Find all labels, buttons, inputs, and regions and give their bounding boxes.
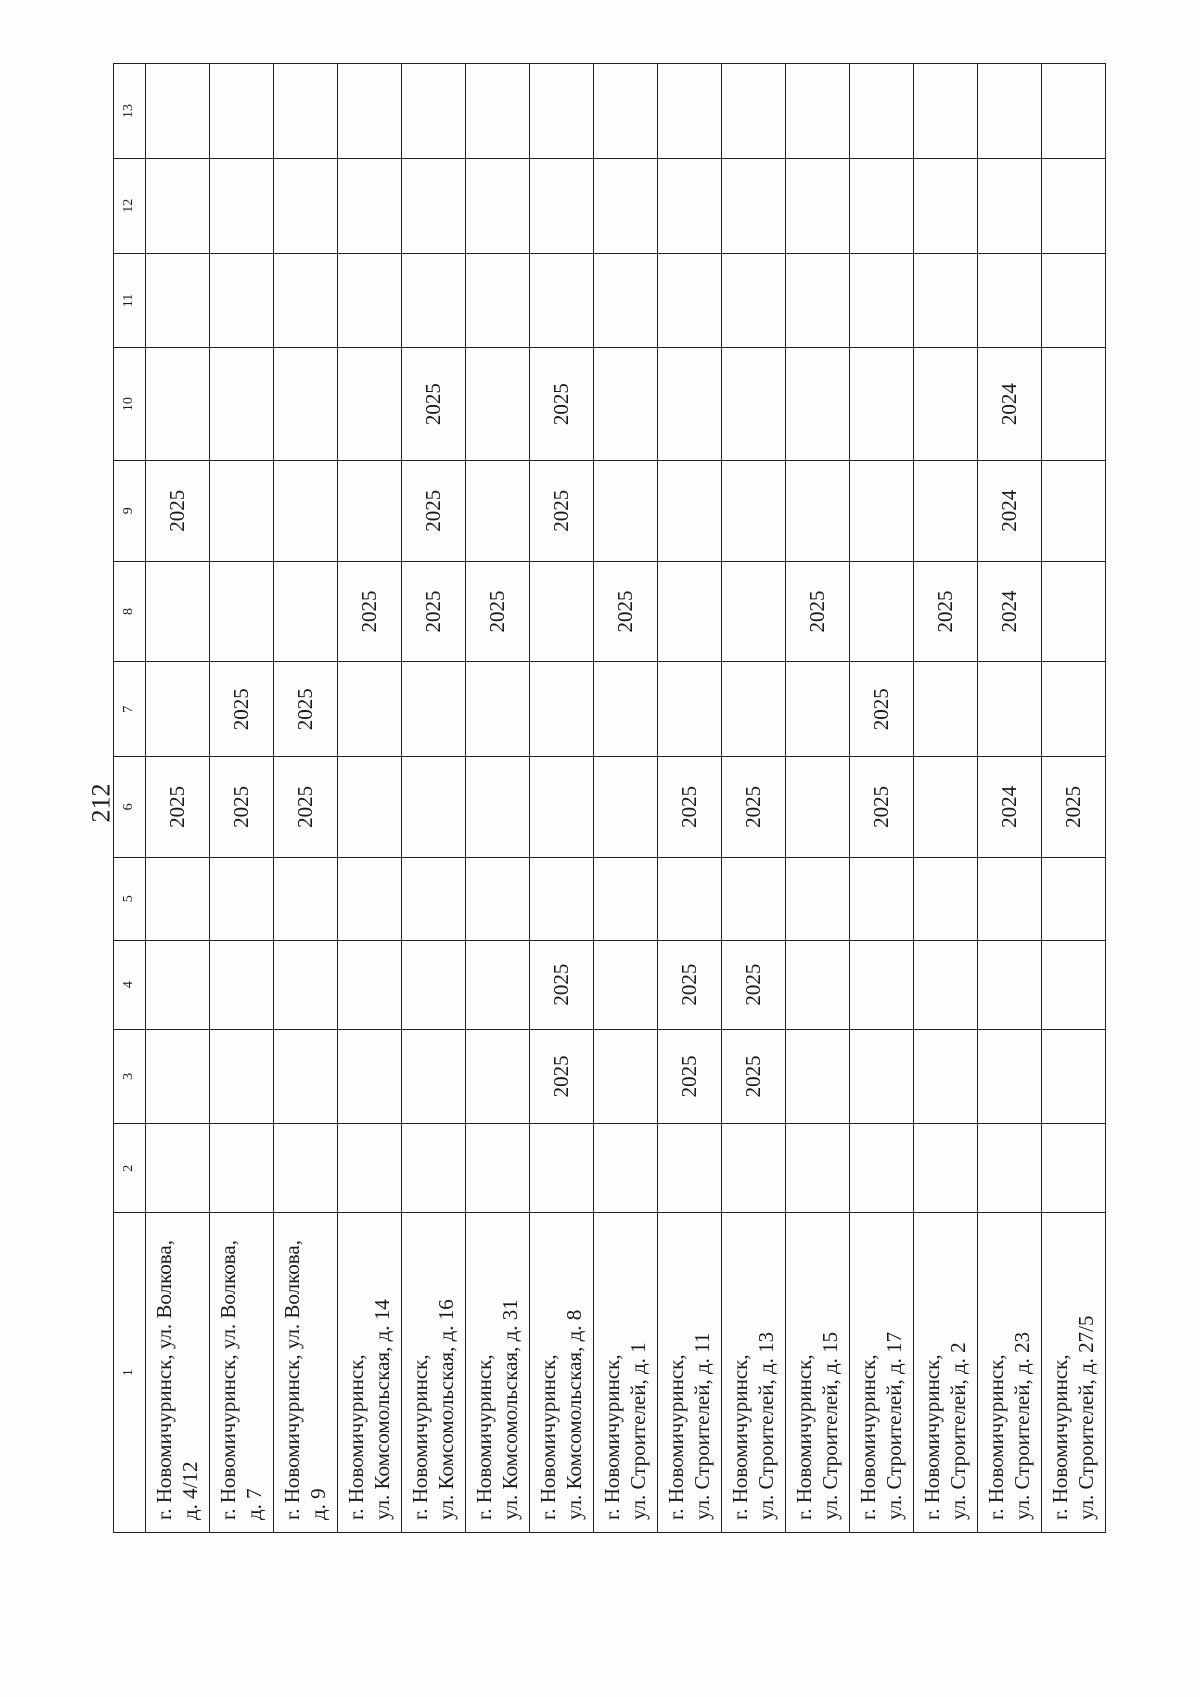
year-cell [978,1124,1042,1213]
year-cell [146,348,210,461]
year-cell [978,662,1042,757]
year-cell [1042,158,1106,253]
year-cell [1042,857,1106,940]
year-cell [402,64,466,159]
year-cell [338,662,402,757]
address-line: д. 9 [305,1488,330,1520]
year-cell: 2025 [274,757,338,858]
year-cell: 2025 [466,561,530,662]
year-cell: 2025 [530,940,594,1029]
year-cell [722,64,786,159]
year-cell [466,757,530,858]
year-cell [210,940,274,1029]
year-cell [594,253,658,348]
table-row [722,64,786,1533]
year-cell [978,857,1042,940]
year-cell [466,64,530,159]
year-cell [146,1029,210,1124]
year-cell [978,64,1042,159]
column-header-3: 3 [114,1029,146,1124]
year-cell [338,757,402,858]
year-cell [466,1124,530,1213]
year-cell [210,253,274,348]
table-row [274,64,338,1533]
year-cell [786,64,850,159]
year-cell: 2024 [978,757,1042,858]
year-cell: 2025 [658,1029,722,1124]
address-line: ул. Комсомольская, д. 16 [433,1299,458,1520]
year-cell [530,253,594,348]
year-cell [594,348,658,461]
year-cell [914,940,978,1029]
repair-schedule-table [113,63,1106,1533]
year-cell [914,64,978,159]
year-cell [594,64,658,159]
year-cell [338,940,402,1029]
table-row [530,64,594,1533]
year-cell: 2025 [722,757,786,858]
year-cell [466,348,530,461]
address-line: г. Новомичуринск, [792,1354,817,1520]
table-row [402,64,466,1533]
column-header-6: 6 [114,757,146,858]
year-cell: 2024 [978,460,1042,561]
address-line: ул. Строителей, д. 23 [1009,1331,1034,1520]
year-cell [1042,348,1106,461]
year-cell [658,857,722,940]
year-cell [530,857,594,940]
address-line: г. Новомичуринск, [408,1354,433,1520]
year-cell [786,158,850,253]
year-cell [722,857,786,940]
address-cell [594,1213,658,1533]
year-cell [850,940,914,1029]
table-row [978,64,1042,1533]
year-cell: 2025 [722,1029,786,1124]
year-cell: 2025 [850,757,914,858]
address-line: ул. Строителей, д. 1 [625,1342,650,1520]
address-line: ул. Строителей, д. 27/5 [1073,1315,1098,1520]
address-line: г. Новомичуринск, [344,1354,369,1520]
year-cell [210,64,274,159]
column-header-10: 10 [114,348,146,461]
schedule-table-wrapper [113,63,1106,1533]
year-cell: 2025 [146,460,210,561]
address-line: ул. Строителей, д. 2 [945,1342,970,1520]
year-cell [850,348,914,461]
year-cell [914,857,978,940]
year-cell [402,940,466,1029]
year-cell [146,662,210,757]
address-cell [530,1213,594,1533]
year-cell: 2025 [658,940,722,1029]
address-line: ул. Комсомольская, д. 8 [561,1309,586,1520]
year-cell [530,158,594,253]
year-cell [146,158,210,253]
year-cell [210,348,274,461]
table-row [786,64,850,1533]
address-line: г. Новомичуринск, [1048,1354,1073,1520]
address-cell [274,1213,338,1533]
year-cell [850,1124,914,1213]
year-cell [146,561,210,662]
year-cell [594,460,658,561]
year-cell [978,940,1042,1029]
year-cell: 2025 [850,662,914,757]
year-cell [530,757,594,858]
year-cell [274,1124,338,1213]
year-cell [786,460,850,561]
year-cell [1042,940,1106,1029]
year-cell [850,253,914,348]
year-cell [978,253,1042,348]
year-cell [850,64,914,159]
column-header-7: 7 [114,662,146,757]
year-cell [658,561,722,662]
year-cell [914,1124,978,1213]
year-cell [210,460,274,561]
address-cell [210,1213,274,1533]
year-cell [466,857,530,940]
address-line: г. Новомичуринск, [664,1354,689,1520]
year-cell [338,158,402,253]
year-cell [786,940,850,1029]
address-cell [146,1213,210,1533]
year-cell: 2025 [402,561,466,662]
address-cell [722,1213,786,1533]
year-cell: 2025 [274,662,338,757]
year-cell: 2025 [402,348,466,461]
year-cell [978,1029,1042,1124]
year-cell [658,348,722,461]
schedule-table-rotated [113,63,1106,1533]
table-body [114,64,1106,1533]
year-cell [402,757,466,858]
column-header-2: 2 [114,1124,146,1213]
address-line: г. Новомичуринск, ул. Волкова, [216,1240,241,1520]
year-cell [338,253,402,348]
year-cell [466,940,530,1029]
year-cell: 2025 [722,940,786,1029]
address-line: д. 4/12 [177,1461,202,1520]
year-cell: 2025 [210,757,274,858]
year-cell [146,857,210,940]
year-cell [530,561,594,662]
year-cell [786,1124,850,1213]
year-cell [722,1124,786,1213]
address-line: д. 7 [241,1488,266,1520]
year-cell [658,662,722,757]
address-cell [466,1213,530,1533]
year-cell [658,460,722,561]
year-cell [530,662,594,757]
year-cell: 2025 [1042,757,1106,858]
address-cell [786,1213,850,1533]
year-cell [402,253,466,348]
year-cell [658,64,722,159]
header-row [114,64,146,1533]
year-cell [914,158,978,253]
year-cell [594,857,658,940]
address-cell [1042,1213,1106,1533]
year-cell: 2025 [210,662,274,757]
year-cell [786,253,850,348]
year-cell [594,158,658,253]
year-cell [1042,460,1106,561]
year-cell [658,158,722,253]
address-cell [978,1213,1042,1533]
year-cell: 2025 [530,1029,594,1124]
page-number: 212 [86,783,116,823]
column-header-13: 13 [114,64,146,159]
year-cell [274,158,338,253]
address-cell [658,1213,722,1533]
year-cell [466,253,530,348]
year-cell [402,857,466,940]
year-cell [274,1029,338,1124]
column-header-1: 1 [114,1213,146,1533]
address-line: г. Новомичуринск, [920,1354,945,1520]
year-cell [914,253,978,348]
column-header-8: 8 [114,561,146,662]
year-cell [210,1029,274,1124]
column-header-11: 11 [114,253,146,348]
year-cell [402,1029,466,1124]
year-cell [850,1029,914,1124]
address-cell [914,1213,978,1533]
address-line: г. Новомичуринск, ул. Волкова, [152,1240,177,1520]
year-cell [338,1124,402,1213]
year-cell: 2025 [658,757,722,858]
table-row [1042,64,1106,1533]
year-cell [146,64,210,159]
address-line: ул. Комсомольская, д. 31 [497,1299,522,1520]
table-row [914,64,978,1533]
year-cell [914,757,978,858]
year-cell [146,1124,210,1213]
year-cell: 2025 [338,561,402,662]
address-line: ул. Строителей, д. 15 [817,1331,842,1520]
year-cell [402,1124,466,1213]
column-header-12: 12 [114,158,146,253]
year-cell [1042,561,1106,662]
year-cell [1042,1029,1106,1124]
year-cell [146,940,210,1029]
column-header-4: 4 [114,940,146,1029]
year-cell [850,460,914,561]
year-cell: 2025 [914,561,978,662]
table-row [658,64,722,1533]
table-row [146,64,210,1533]
address-line: г. Новомичуринск, [856,1354,881,1520]
year-cell [274,253,338,348]
year-cell [466,662,530,757]
year-cell: 2025 [786,561,850,662]
year-cell [1042,253,1106,348]
year-cell [210,561,274,662]
year-cell: 2025 [530,348,594,461]
year-cell [658,1124,722,1213]
year-cell [850,158,914,253]
column-header-5: 5 [114,857,146,940]
address-cell [402,1213,466,1533]
year-cell [210,857,274,940]
year-cell: 2024 [978,348,1042,461]
year-cell [1042,662,1106,757]
year-cell [786,857,850,940]
year-cell [786,662,850,757]
year-cell [338,857,402,940]
year-cell [594,662,658,757]
table-row [466,64,530,1533]
year-cell [466,460,530,561]
address-line: г. Новомичуринск, [600,1354,625,1520]
year-cell [786,757,850,858]
column-header-9: 9 [114,460,146,561]
year-cell [338,64,402,159]
year-cell [530,1124,594,1213]
year-cell [146,253,210,348]
address-cell [338,1213,402,1533]
year-cell [338,1029,402,1124]
address-line: г. Новомичуринск, ул. Волкова, [280,1240,305,1520]
year-cell: 2025 [146,757,210,858]
address-line: г. Новомичуринск, [728,1354,753,1520]
year-cell [722,662,786,757]
year-cell [722,561,786,662]
address-line: г. Новомичуринск, [472,1354,497,1520]
year-cell [914,348,978,461]
year-cell [978,158,1042,253]
year-cell [338,348,402,461]
address-line: г. Новомичуринск, [536,1354,561,1520]
year-cell [658,253,722,348]
year-cell [274,940,338,1029]
table-row [210,64,274,1533]
year-cell [850,857,914,940]
year-cell [722,348,786,461]
table-row [594,64,658,1533]
year-cell: 2024 [978,561,1042,662]
year-cell [1042,1124,1106,1213]
year-cell [850,561,914,662]
address-line: ул. Комсомольская, д. 14 [369,1299,394,1520]
year-cell [786,348,850,461]
year-cell [594,1029,658,1124]
year-cell [722,253,786,348]
year-cell [914,460,978,561]
year-cell [210,1124,274,1213]
table-row [338,64,402,1533]
address-line: ул. Строителей, д. 11 [689,1332,714,1520]
year-cell [914,662,978,757]
year-cell [274,348,338,461]
year-cell: 2025 [594,561,658,662]
year-cell [274,857,338,940]
year-cell [466,1029,530,1124]
year-cell [594,940,658,1029]
year-cell [594,757,658,858]
address-line: ул. Строителей, д. 17 [881,1331,906,1520]
year-cell [594,1124,658,1213]
year-cell: 2025 [402,460,466,561]
year-cell [530,64,594,159]
year-cell [274,460,338,561]
year-cell [466,158,530,253]
year-cell [402,662,466,757]
year-cell [1042,64,1106,159]
year-cell [402,158,466,253]
address-cell [850,1213,914,1533]
year-cell [722,460,786,561]
address-line: ул. Строителей, д. 13 [753,1331,778,1520]
year-cell [914,1029,978,1124]
year-cell: 2025 [530,460,594,561]
year-cell [274,561,338,662]
address-line: г. Новомичуринск, [984,1354,1009,1520]
year-cell [210,158,274,253]
year-cell [786,1029,850,1124]
year-cell [274,64,338,159]
table-row [850,64,914,1533]
year-cell [722,158,786,253]
year-cell [338,460,402,561]
